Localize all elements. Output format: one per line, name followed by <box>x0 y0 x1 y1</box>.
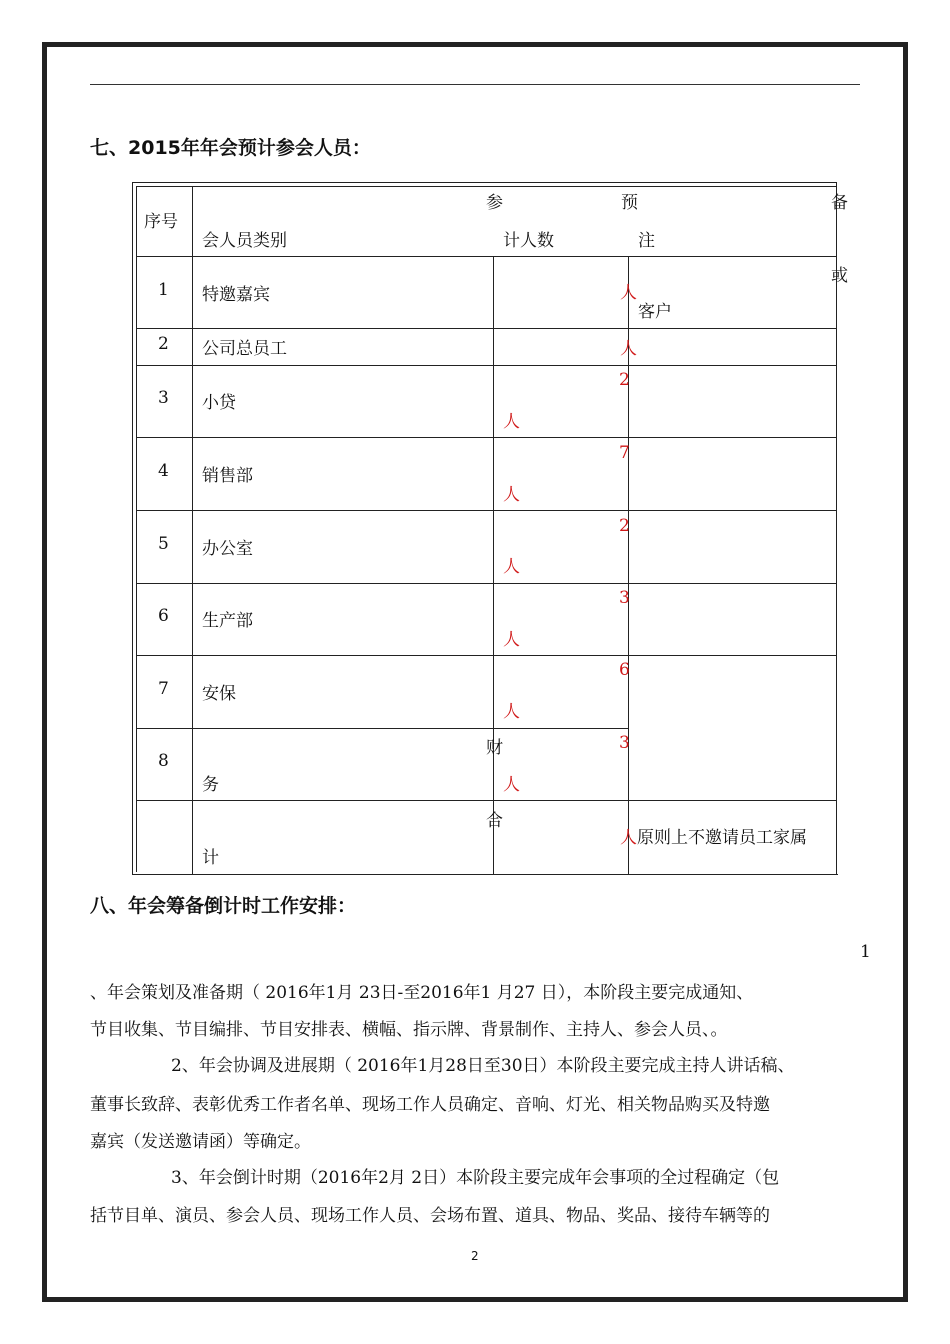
header-count-part-b: 计人数 <box>503 231 554 251</box>
row-5-count: 2 <box>619 516 630 536</box>
row-7-unit: 人 <box>503 702 520 722</box>
row-5-seq: 5 <box>158 534 169 554</box>
row-2-unit: 人 <box>620 339 637 359</box>
row-3-category: 小贷 <box>202 393 236 413</box>
row-1-unit: 人 <box>620 283 637 303</box>
row-5-unit: 人 <box>503 557 520 577</box>
row-1-category: 特邀嘉宾 <box>202 285 270 305</box>
row-8-unit: 人 <box>503 775 520 795</box>
row-7-seq: 7 <box>158 679 169 699</box>
row-4-unit: 人 <box>503 485 520 505</box>
header-category-part-b: 会人员类别 <box>202 231 287 251</box>
row-1-note-part-b: 客户 <box>638 302 672 322</box>
paragraph-3-line-2: 括节目单、演员、参会人员、现场工作人员、会场布置、道具、物品、奖品、接待车辆等的 <box>90 1206 770 1226</box>
row-6-unit: 人 <box>503 630 520 650</box>
paragraph-1-number: 1 <box>860 942 871 962</box>
row-7-category: 安保 <box>202 684 236 704</box>
header-category-part-a: 参 <box>486 193 503 213</box>
row-6-seq: 6 <box>158 606 169 626</box>
row-3-count: 2 <box>619 370 630 390</box>
row-6-count: 3 <box>619 588 630 608</box>
row-8-category-part-b: 务 <box>202 775 219 795</box>
paragraph-2-line-2: 董事长致辞、表彰优秀工作者名单、现场工作人员确定、音响、灯光、相关物品购买及特邀 <box>90 1095 770 1115</box>
paragraph-2-line-3: 嘉宾（发送邀请函）等确定。 <box>90 1132 311 1152</box>
section-8-heading: 八、年会筹备倒计时工作安排： <box>90 895 357 917</box>
row-3-seq: 3 <box>158 388 169 408</box>
paragraph-1-line-2: 节目收集、节目编排、节目安排表、横幅、指示牌、背景制作、主持人、参会人员、。 <box>90 1020 728 1040</box>
row-7-count: 6 <box>619 660 630 680</box>
total-label-part-b: 计 <box>202 848 219 868</box>
row-4-seq: 4 <box>158 461 169 481</box>
row-2-category: 公司总员工 <box>202 339 287 359</box>
page-number: 2 <box>471 1249 479 1263</box>
row-8-category-part-a: 财 <box>486 738 503 758</box>
row-8-count: 3 <box>619 733 630 753</box>
row-5-category: 办公室 <box>202 539 253 559</box>
header-seq: 序号 <box>144 212 178 232</box>
header-rule <box>90 84 860 85</box>
row-8-seq: 8 <box>158 751 169 771</box>
row-4-category: 销售部 <box>202 466 253 486</box>
row-3-unit: 人 <box>503 412 520 432</box>
paragraph-3-line-1: 3、年会倒计时期（2016年2月 2日）本阶段主要完成年会事项的全过程确定（包 <box>171 1168 780 1188</box>
paragraph-1-line-1: 、年会策划及准备期（ 2016年1月 23日-至2016年1 月27 日），本阶段主要完成通知、 <box>90 983 754 1003</box>
row-1-note-part-a: 或 <box>831 266 848 286</box>
section-7-heading: 七、2015年年会预计参会人员： <box>90 137 371 159</box>
paragraph-2-line-1: 2、年会协调及进展期（ 2016年1月28日至30日）本阶段主要完成主持人讲话稿、 <box>171 1056 795 1076</box>
header-count-part-a: 预 <box>621 193 638 213</box>
total-unit: 人 <box>620 828 637 848</box>
total-label-part-a: 合 <box>486 811 503 831</box>
row-1-seq: 1 <box>158 280 169 300</box>
total-note: 原则上不邀请员工家属 <box>637 828 807 848</box>
header-note-part-b: 注 <box>638 231 655 251</box>
row-6-category: 生产部 <box>202 611 253 631</box>
row-4-count: 7 <box>619 443 630 463</box>
header-note-part-a: 备 <box>831 193 848 213</box>
row-2-seq: 2 <box>158 334 169 354</box>
